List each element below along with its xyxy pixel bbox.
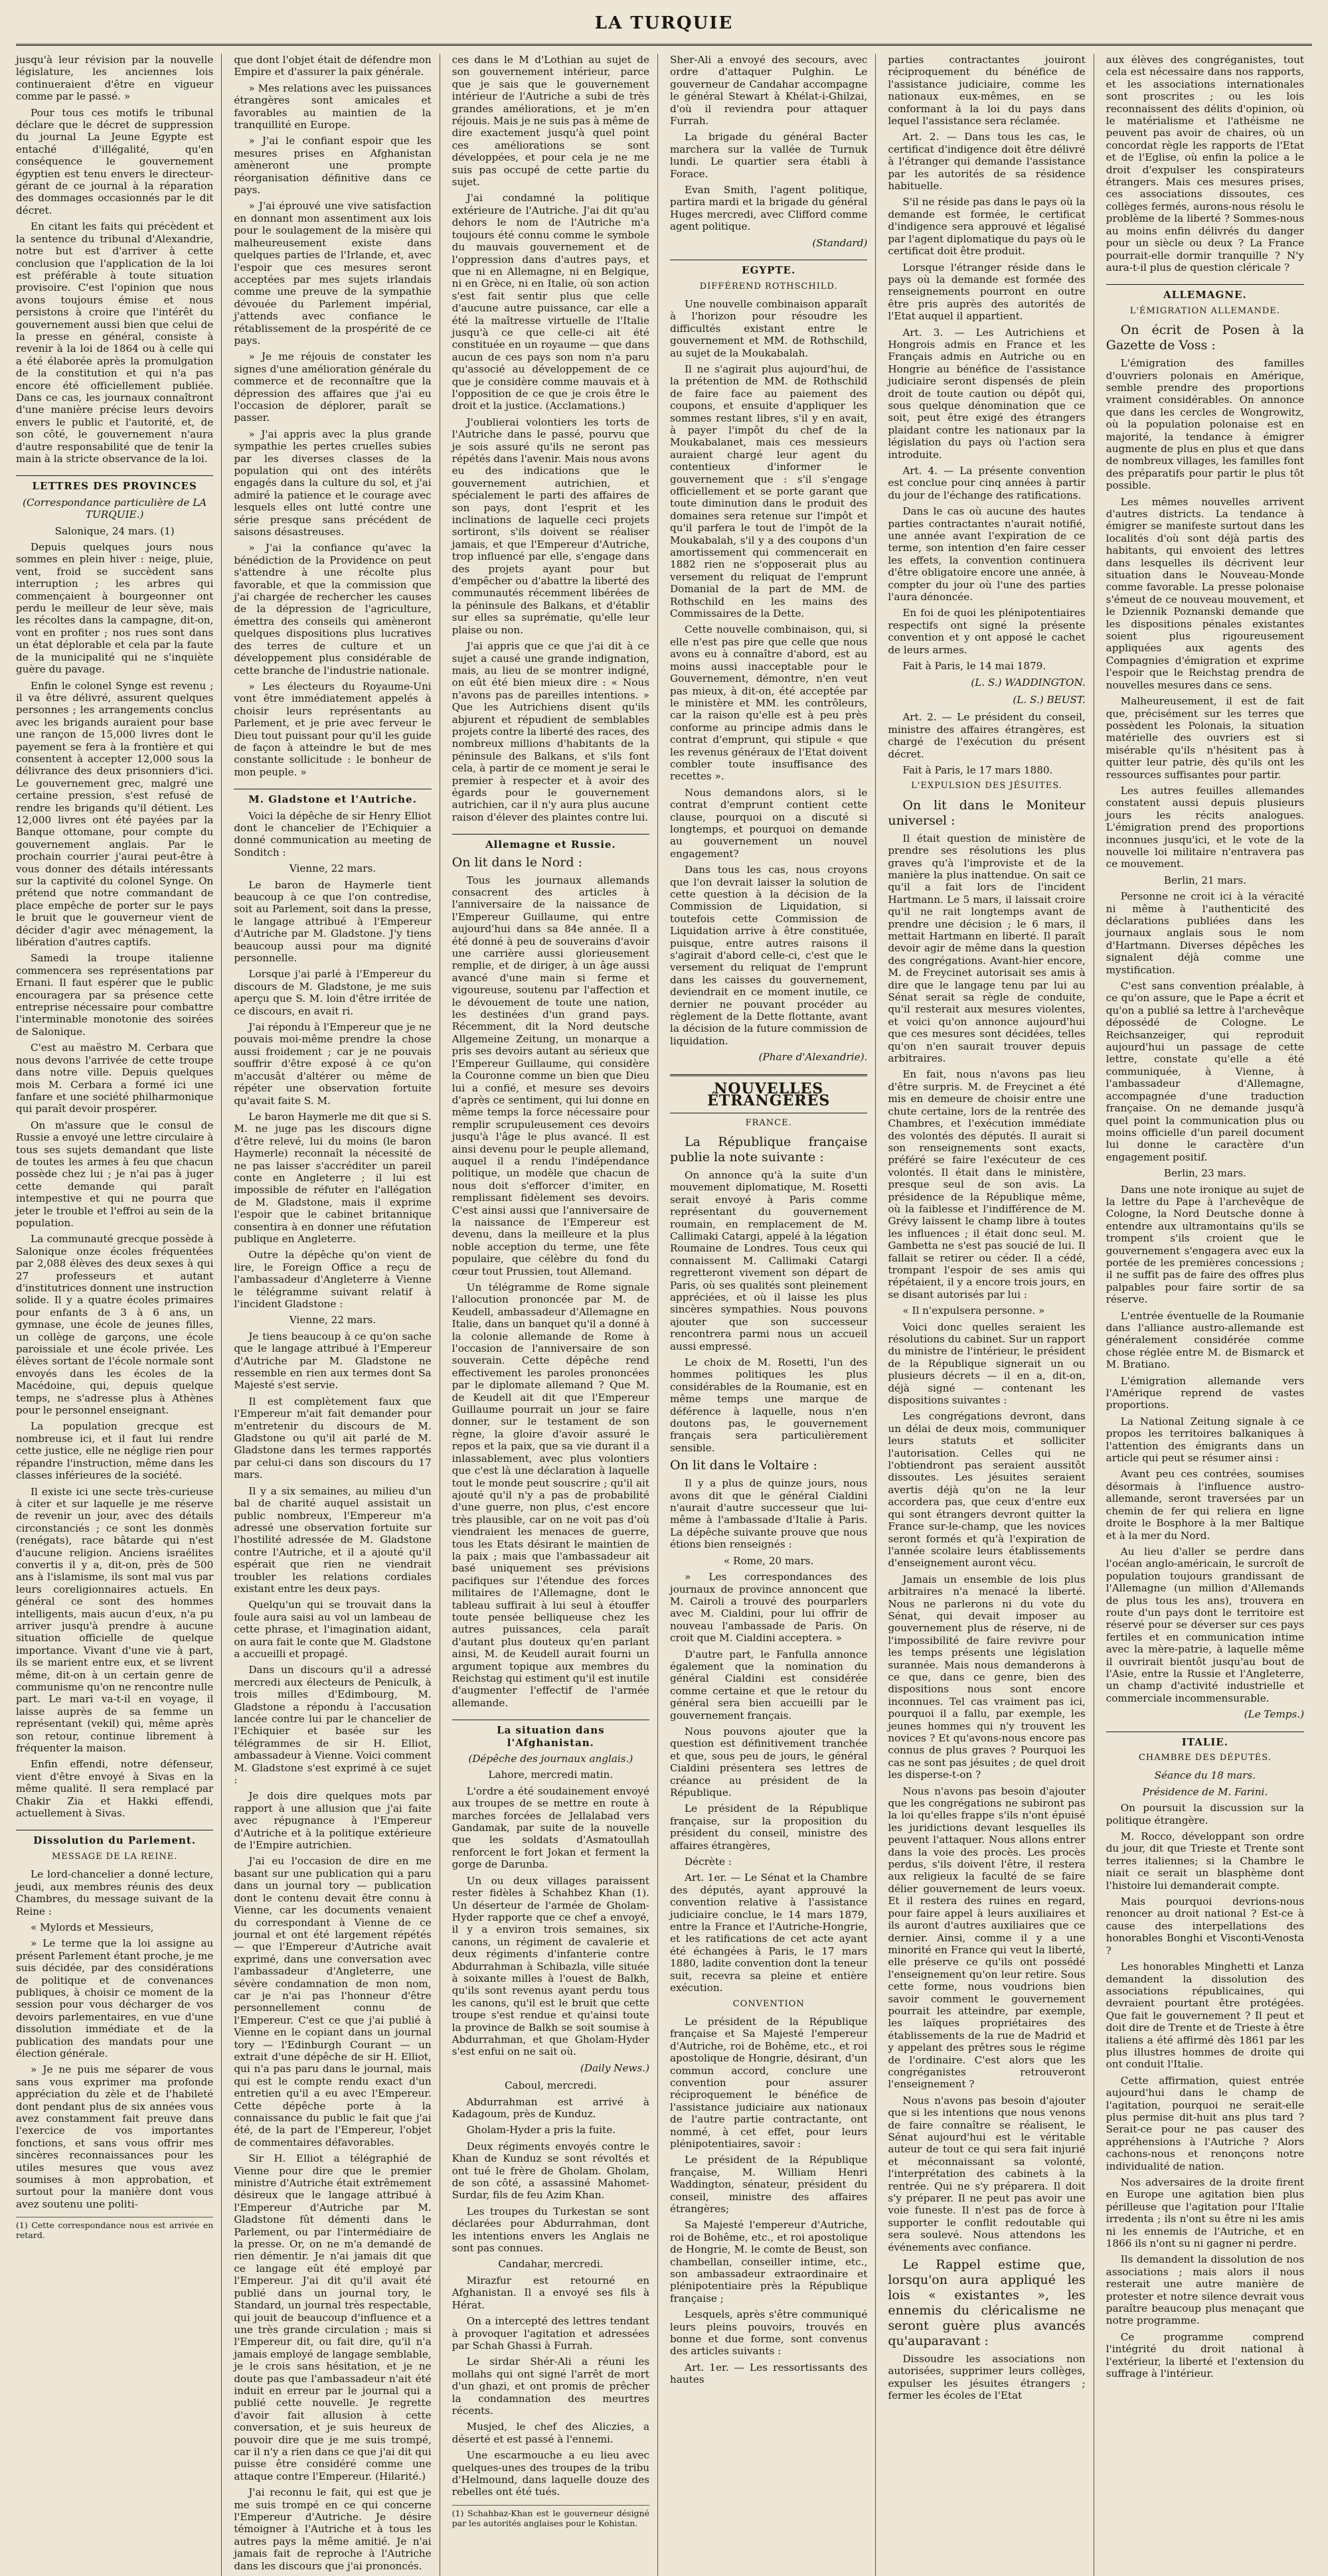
section-title-italie: ITALIE.	[1106, 1731, 1304, 1748]
paragraph: On m'assure que le consul de Russie a envoyé une lettre circulaire à tous ses sujets demandant que liste de toutes les armes à feu que chacun possède chez lui ; je n'ai pas à juger cette demande qui paraît intempestive et qui ne pourra que jeter le trouble et l'effroi au sein de la population.	[16, 1119, 214, 1229]
column-2	[234, 54, 440, 2576]
paragraph: Les congrégations devront, dans un délai de deux mois, communiquer leurs statuts et solliciter l'autorisation. Celles qui ne l'obtiendront pas seraient aussitôt dissoutes. Les jésuites seraient avertis déjà qu'on ne la leur accordera pas, que ceux d'entre eux qui sont étrangers devront quitter la France sur-le-champ, que les novices seront formés et qu'à l'expiration de l'année scolaire leurs établissements d'enseignement auront vécu.	[888, 1410, 1086, 1570]
paragraph: Enfin effendi, notre défenseur, vient d'être envoyé à Sivas en la même qualité. Il sera remplacé par Chakir Zia et Hakki effendi, actuellement à Sivas.	[16, 1758, 214, 1820]
footnote: (1) Cette correspondance nous est arrivée en retard.	[16, 2217, 213, 2240]
paragraph: Cette affirmation, quiest entrée aujourd'hui dans le champ de l'agitation, pourquoi ne serait-elle plus permise dit-huit ans plus tard ? Serait-ce pour ne pas causer des appréhensions à l'Autriche ? Alors cachons-nous et renonçons notre individualité de nation.	[1106, 2074, 1304, 2172]
paragraph: » Je ne puis me séparer de vous sans vous exprimer ma profonde appréciation du zèle et de l'habileté dont pendant plus de six années vous avez constamment fait preuve dans l'exercice de vos importantes fonctions, et sans vous offrir mes sincères reconnaissances pour les utiles mesures que vous avez soumises à mon approbation, et surtout pour la manière dont vous avez soutenu une politi-	[16, 2063, 214, 2210]
byline: Séance du 18 mars.	[1154, 1769, 1256, 1782]
paragraph: Lesquels, après s'être communiqué leurs pleins pouvoirs, trouvés en bonne et due forme, sont convenus des articles suivants :	[670, 2308, 868, 2358]
paragraph: En citant les faits qui précèdent et la sentence du tribunal d'Alexandrie, notre but est d'arriver à cette conclusion que l'application de la loi est préférable à toute situation provisoire. C'est l'opinion que nous avons toujours émise et nous persistons à croire que l'intérêt du gouvernement aussi bien que celui de la presse en général, consiste à revenir à la loi de 1864 ou à celle qui a été élaborée après la promulgation de la constitution et qui n'a pas encore été officiellement publiée. Dans ce cas, les journaux connaîtront d'une manière précise leurs devoirs envers le public et l'autorité, et, de son côté, le gouvernement n'aura d'autre responsabilité que de tenir la main à la stricte observance de la loi.	[16, 220, 214, 465]
paragraph: Dans une note ironique au sujet de la lettre du Pape à l'archevêque de Cologne, la Nord Deutsche donne à entendre aux ultramontains qu'ils se trompent s'ils croient que le gouvernement s'engagera avec eux la portée de les premières concessions ; il ne suffit pas de faire des offres plus palpables pour faire sortir de sa réserve.	[1106, 1183, 1304, 1306]
section-title-allemagne-russie: Allemagne et Russie.	[452, 834, 649, 850]
paragraph: Il est complètement faux que l'Empereur m'ait fait demander pour m'entretenir du discours de M. Gladstone ou qu'il ait parlé de M. Gladstone dans les termes rapportés par celui-ci dans son discours du 17 mars.	[234, 1395, 432, 1481]
section-title-dissolution: Dissolution du Parlement.	[16, 1830, 213, 1846]
paragraph: Une escarmouche a eu lieu avec quelques-unes des troupes de la tribu d'Helmound, dans laquelle douze des rebelles ont été tués.	[452, 2449, 649, 2498]
dateline: Berlin, 23 mars.	[1163, 1167, 1246, 1180]
subsection-title: DIFFÉREND ROTHSCHILD.	[699, 281, 838, 291]
section-title-egypte: EGYPTE.	[670, 260, 867, 276]
paragraph: Gholam-Hyder a pris la fuite.	[466, 2124, 616, 2136]
paragraph: « Mylords et Messieurs,	[31, 1921, 154, 1933]
signature: (L. S.) BEUST.	[1013, 693, 1086, 706]
paragraph: Sir H. Elliot a télégraphié de Vienne pour dire que le premier ministre d'Autriche était extrêmement désireux que le langage attribué à l'Empereur d'Autriche par M. Gladstone fût démenti dans le Parlement, ou par l'intermédiaire de la presse. Or, on ne m'a demandé de rien démentir. Je n'ai jamais dit que ce langage eût été employé par l'Empereur. J'ai dit qu'il avait été publié dans un journal tory, le Standard, un journal très respectable, qui jouit de beaucoup d'influence et a une très grande circulation ; mais si l'Empereur dit, ou fait dire, qu'il n'a jamais employé de langage semblable, je le crois sans hésitation, et je ne doute pas que l'ambassadeur n'ait été induit en erreur par le journal qui a publié cette nouvelle. Je regrette d'avoir fait allusion à cette conversation, et je suis heureux de pouvoir dire que je me suis trompé, car il n'y a rien dans ce que j'ai dit qui puisse être considéré comme une attaque contre l'Empereur. (Hilarité.)	[234, 2152, 432, 2482]
lead-line: Le Rappel estime que, lorsqu'on aura appliqué les lois « existantes », les ennemis du cléricalisme ne seront guère plus avancés qu'auparavant :	[888, 2257, 1086, 2349]
subsection-title: MESSAGE DE LA REINE.	[51, 1851, 178, 1862]
footnote: (1) Schahbaz-Khan est le gouverneur désigné par les autorités anglaises pour le Kohistan.	[452, 2505, 649, 2528]
source-attribution: (Standard)	[812, 236, 868, 249]
paragraph: Evan Smith, l'agent politique, partira mardi et la brigade du général Huges mercredi, avec Clifford comme agent politique.	[670, 184, 868, 233]
section-title-afghanistan: La situation dans l'Afghanistan.	[452, 1720, 649, 1749]
paragraph: La population grecque est nombreuse ici, et il faut lui rendre cette justice, elle ne néglige rien pour répandre l'instruction, même dans les classes inférieures de la société.	[16, 1420, 214, 1482]
paragraph: » Les électeurs du Royaume-Uni vont être immédiatement appelés à choisir leurs représentants au Parlement, et je prie avec ferveur le Dieu tout puissant pour qu'il les guide de façon à atteindre le but de mes constante sollicitude : le bonheur de mon peuple. »	[234, 680, 432, 778]
paragraph: Art. 1er. — Les ressortissants des hautes	[670, 2361, 868, 2386]
paragraph: Art. 4. — La présente convention est conclue pour cinq années à partir du jour de l'échange des ratifications.	[888, 465, 1086, 501]
paragraph: J'ai appris que ce que j'ai dit à ce sujet a causé une grande indignation, mais, au lieu de se montrer indigné, on eût été bien mieux dire : « Nous n'avons pas de pareilles intentions. » Que les Autrichiens disent qu'ils abjurent et répudient de semblables projets contre la liberté des races, des nombreux millions d'habitants de la péninsule des Balkans, et s'ils font cela, à partir de ce moment je serai le premier à respecter et à avoir des égards pour le gouvernement autrichien, car il n'y aura plus aucune raison d'élever des plaintes contre lui.	[452, 640, 649, 823]
paragraph: Décrète :	[685, 1856, 732, 1868]
paragraph: aux élèves des congréganistes, tout cela est nécessaire dans nos rapports, et les associations internationales sont proscrites ; ou les lois reconnaissent des délits d'opinion, où le matérialisme et l'athéisme ne peuvent pas avoir de chaires, où un concordat règle les rapports de l'Etat et de l'Eglise, où enfin la police a le droit d'expulser les conspirateurs étrangers. Mais ces mesures prises, ces associations dissoutes, ces collèges fermés, aurons-nous résolu le problème de la liberté ? Sommes-nous au moins enfin délivrés du danger pour un siècle ou deux ? La France pourrait-elle dormir tranquille ? N'y aura-t-il plus de question cléricale ?	[1106, 54, 1304, 274]
paragraph: Le baron Haymerle me dit que si S. M. ne juge pas les discours digne d'être relevé, lui du moins (le baron Haymerle) reconnaît la nécessité de ne pas laisser s'accréditer un pareil conte en Angleterre ; il lui est impossible de réfuter en l'allégation de M. Gladstone, mais il exprime l'espoir que le cabinet britannique consentira à en donner une réfutation publique en Angleterre.	[234, 1110, 432, 1245]
column-1	[16, 54, 222, 2576]
paragraph: » Mes relations avec les puissances étrangères sont amicales et favorables au maintien de la tranquillité en Europe.	[234, 82, 432, 131]
paragraph: J'ai condamné la politique extérieure de l'Autriche. J'ai dit qu'au dehors le nom de l'Autriche m'a toujours été connu comme le symbole du mauvais gouvernement et de l'oppression dans d'autres pays, et que ni en Allemagne, ni en Belgique, ni en Grèce, ni en Italie, où son action s'est fait sentir plus que celle d'aucune autre puissance, car elle a été la maîtresse virtuelle de l'Italie jusqu'à ce que celle-ci ait été constituée en un royaume — que dans aucun de ces pays son nom n'a paru qu'associé au développement de ce que je considère comme mauvais et à l'opposition de ce que je crois être le droit et la justice. (Acclamations.)	[452, 192, 649, 412]
paragraph: L'ordre a été soudainement envoyé aux troupes de se mettre en route à marches forcées de Jellalabad vers Gandamak, par suite de la nouvelle que les soldats d'Asmatoullah renforcent le fort Jokan et ferment la gorge de Darunba.	[452, 1785, 649, 1871]
dateline: « Rome, 20 mars.	[724, 1554, 814, 1567]
paragraph: Dans un discours qu'il a adressé mercredi aux électeurs de Peniculk, à trois milles d'Edimbourg, M. Gladstone a répondu à l'accusation lancée contre lui par le chancelier de l'Echiquier et basée sur les télégrammes de sir H. Elliot, ambassadeur à Vienne. Voici comment M. Gladstone s'est exprimé à ce sujet :	[234, 1664, 432, 1787]
paragraph: La National Zeitung signale à ce propos les territoires balkaniques à l'attention des émigrants dans un article qui peut se résumer ainsi :	[1106, 1415, 1304, 1465]
paragraph: La brigade du général Bacter marchera sur la vallée de Turnuk lundi. Le quartier sera établi à Forace.	[670, 131, 868, 180]
paragraph: Le baron de Haymerle tient beaucoup à ce que l'on contredise, soit au Parlement, soit dans la presse, le langage attribué à l'Empereur d'Autriche par M. Gladstone. J'y tiens beaucoup aussi pour ma dignité personnelle.	[234, 878, 432, 965]
paragraph: Fait à Paris, le 17 mars 1880.	[902, 764, 1053, 776]
column-5	[888, 54, 1094, 2576]
column-6	[1106, 54, 1312, 2576]
paragraph: parties contractantes jouiront réciproquement du bénéfice de l'assistance judiciaire, comme les nationaux eux-mêmes, en se conformant à la loi du pays dans lequel l'assistance sera réclamée.	[888, 54, 1086, 127]
paragraph: Mais pourquoi devrions-nous renoncer au droit national ? Est-ce à cause des interpellations des honorables Bonghi et Visconti-Venosta ?	[1106, 1895, 1304, 1957]
paragraph: Mirazfur est retourné en Afghanistan. Il a envoyé ses fils à Hérat.	[452, 2274, 649, 2311]
paragraph: Il y a plus de quinze jours, nous avons dit que le général Cialdini n'aurait d'autre successeur que lui-même à l'ambassade d'Italie à Paris. La dépêche suivante prouve que nous étions bien renseignés :	[670, 1477, 868, 1551]
paragraph: jusqu'à leur révision par la nouvelle législature, les anciennes lois continueraient d'être en vigueur comme par le passé. »	[16, 54, 214, 103]
paragraph: Outre la dépêche qu'on vient de lire, le Foreign Office a reçu de l'ambassadeur d'Angleterre à Vienne le télégramme suivant relatif à l'incident Gladstone :	[234, 1249, 432, 1310]
paragraph: Cette nouvelle combinaison, qui, si elle n'est pas pire que celle que nous avons eu à connaître d'abord, est au moins aussi inacceptable pour le Gouvernement, démontre, n'en veut pas mieux, à dit-on, été acceptée par le ministère et MM. les contrôleurs, car la raison qu'elle est à peu près conforme au principe admis dans le contrat d'emprunt, qui stipule « que les revenus généraux de l'Etat doivent combler toute insuffisance des recettes ».	[670, 623, 868, 783]
dateline: Caboul, mercredi.	[505, 2079, 597, 2092]
paragraph: Le président de la République française, M. William Henri Waddington, sénateur, président du conseil, ministre des affaires étrangères;	[670, 2154, 868, 2215]
paragraph: Les troupes du Turkestan se sont déclarées pour Abdurrahman, dont les intentions envers les Anglais ne sont pas connues.	[452, 2205, 649, 2255]
paragraph: En fait, nous n'avons pas lieu d'être surpris. M. de Freycinet a été mis en demeure de choisir entre une chute certaine, lors de la rentrée des Chambres, et l'exécution immédiate des volontés des députés. Il aurait si son renseignements sont exacts, préféré se faire l'exécuteur de ces volontés. Il était dans le ministère, presque seul de son avis. La présidence de la République même, où la faiblesse et l'indifférence de M. Grévy laissent le champ libre à toutes les influences ; il était donc seul. M. Gambetta ne s'est pas soucié de lui. Il fallait se retirer ou céder. Il a cédé, trompant l'espoir de ses amis qui répétaient, il y a encore trois jours, en se disant autorisés par lui :	[888, 1068, 1086, 1301]
source-attribution: (Daily News.)	[580, 2061, 649, 2074]
paragraph: J'ai répondu à l'Empereur que je ne pouvais moi-même prendre la chose aussi froidement ; car je ne pouvais souffrir d'être exposé à ce qu'on m'accusât d'altérer ou même de répéter une observation fortuite qu'avait faite S. M.	[234, 1021, 432, 1107]
paragraph: On annonce qu'à la suite d'un mouvement diplomatique, M. Rosetti serait envoyé à Paris comme représentant du gouvernement roumain, en remplacement de M. Callimaki Catargi, appelé à la légation Roumaine de Londres. Tous ceux qui connaissent M. Callimaki Catargi regretteront vivement son départ de Paris, où ses qualités sont pleinement appréciées, et où il laisse les plus sincères sympathies. Nous pouvons ajouter que son successeur rencontrera parmi nous un accueil aussi empressé.	[670, 1168, 868, 1352]
paragraph: Fait à Paris, le 14 mai 1879.	[902, 660, 1046, 673]
dateline: Vienne, 22 mars.	[289, 1314, 376, 1327]
paragraph: L'émigration allemande vers l'Amérique reprend de vastes proportions.	[1106, 1374, 1304, 1411]
paragraph: Je dois dire quelques mots par rapport à une allusion que j'ai faite avec répugnance à l'Empereur d'Autriche et à la politique extérieure de l'Empire autrichien.	[234, 1790, 432, 1852]
section-title-gladstone: M. Gladstone et l'Autriche.	[234, 789, 431, 805]
column-3	[452, 54, 658, 2576]
paragraph: Je tiens beaucoup à ce qu'on sache que le langage attribué à l'Empereur d'Autriche par M. Gladstone ne ressemble en rien aux termes dont Sa Majesté s'est servie.	[234, 1330, 432, 1392]
paragraph: Jamais un ensemble de lois plus arbitraires n'a menacé la liberté. Nous ne parlerons ni du vote du Sénat, qui devait imposer au gouvernement plus de réserve, ni de l'impossibilité de faire revivre pour les temps présents une législation surannée. Mais nous demanderons à ce que, dans ce genre, bien des dispositions nous sont encore inconnues. Tel cas vraiment pas ici, pourquoi il a fallu, par exemple, les jeunes hommes qui n'y trouvent les novices ? Et qu'avons-nous encore pas connus de plus graves ? Pourquoi les cas ne sont pas jésuites ; de quel droit les disperse-t-on ?	[888, 1573, 1086, 1781]
lead-line: On lit dans le Nord :	[452, 854, 582, 870]
dateline: Berlin, 21 mars.	[1163, 874, 1246, 886]
subsection-title-france: FRANCE.	[745, 1117, 792, 1128]
paragraph: C'est sans convention préalable, à ce qu'on assure, que le Pape a écrit et qu'on a publié sa lettre à l'archevêque dépossédé de Cologne. Le Reichsanzeiger, qui reproduit aujourd'hui un passage de cette lettre, constate qu'elle a été communiquée, à Vienne, à l'ambassadeur d'Allemagne, accompagnée d'une traduction française. On ne demande jusqu'à quel point la communication plus ou moins officielle d'un pareil document lui donne le caractère d'un engagement positif.	[1106, 980, 1304, 1163]
paragraph: Deux régiments envoyés contre le Khan de Kunduz se sont révoltés et ont tué le frère de Gholam. Gholam, de son côté, a assassiné Mahomet-Surdar, fils de feu Azim Khan.	[452, 2140, 649, 2202]
paragraph: Samedi la troupe italienne commencera ses représentations par Ernani. Il faut espérer que le public encouragera par sa présence cette entreprise nécessaire pour combattre l'interminable monotonie des soirées de Salonique.	[16, 952, 214, 1038]
paragraph: » Les correspondances des journaux de province annoncent que M. Cairoli a trouvé des pourparlers avec M. Cialdini, pour lui offrir de nouveau l'ambassade de Paris. On croit que M. Cialdini acceptera. »	[670, 1571, 868, 1645]
paragraph: Dans le cas où aucune des hautes parties contractantes n'aurait notifié, une année avant l'expiration de ce terme, son intention d'en faire cesser les effets, la convention continuera d'être obligatoire encore une année, à compter du jour où l'une des parties l'aura dénoncée.	[888, 505, 1086, 604]
paragraph: Ce programme comprend l'intégrité du droit national à l'extérieur, la liberté et l'extension du suffrage à l'intérieur.	[1106, 2330, 1304, 2380]
section-title-lettres-provinces: LETTRES DES PROVINCES	[16, 475, 213, 492]
paragraph: Le président de la République française et Sa Majesté l'empereur d'Autriche, roi de Bohême, etc., et roi apostolique de Hongrie, désirant, d'un commun accord, conclure une convention pour assurer réciproquement le bénéfice de l'assistance judiciaire aux nationaux de l'autre partie contractante, ont nommé, à cet effet, pour leurs plénipotentiaires, savoir :	[670, 2015, 868, 2150]
paragraph: J'oublierai volontiers les torts de l'Autriche dans le passé, pourvu que je sois assuré qu'ils ne seront pas répétés dans l'avenir. Mais nous avons eu des indications que le gouvernement autrichien, et spécialement le parti des affaires de son pays, dont l'esprit et les inclinations de laquelle ceci projets sortiront, s'ils doivent se réaliser jamais, et que l'Empereur d'Autriche, trop influencé par elle, s'engage dans des projets ayant pour but d'empêcher ou d'abattre la liberté des communautés récemment libérées de la péninsule des Balkans, et d'établir sur elles sa suprématie, qu'elle leur plaise ou non.	[452, 416, 649, 636]
paragraph: Abdurrahman est arrivé à Kadagoum, près de Kunduz.	[452, 2095, 649, 2120]
paragraph: Musjed, le chef des Aliczies, a déserté et est passé à l'ennemi.	[452, 2421, 649, 2445]
dateline: Vienne, 22 mars.	[289, 862, 376, 875]
paragraph: ces dans le M d'Lothian au sujet de son gouvernement intérieur, parce que je sais que le gouvernement intérieur de l'Autriche a subi de très grandes améliorations, et je m'en réjouis. Mais je ne suis pas à même de dire exactement jusqu'à quel point ces améliorations se sont développées, et pour cela je ne me suis pas occupé de cette partie du sujet.	[452, 54, 649, 189]
paragraph: « Il n'expulsera personne. »	[902, 1305, 1045, 1317]
subsection-title-jesuites: L'EXPULSION DES JÉSUITES.	[911, 781, 1062, 791]
paragraph: Personne ne croit ici à la véracité ni même à l'authenticité des déclarations publiées dans les journaux anglais sous le nom d'Hartmann. Diverses dépêches les signalent déjà comme une mystification.	[1106, 890, 1304, 976]
byline: Présidence de M. Farini.	[1142, 1785, 1268, 1798]
lead-line: On lit dans le Voltaire :	[670, 1458, 817, 1473]
paragraph: Voici la dépêche de sir Henry Elliot dont le chancelier de l'Echiquier a donné communication au meeting de Sonditch :	[234, 809, 432, 858]
paragraph: que dont l'objet était de défendre mon Empire et d'assurer la paix générale.	[234, 54, 432, 78]
paragraph: Il y a six semaines, au milieu d'un bal de charité auquel assistait un public nombreux, l'Empereur m'a adressé une observation fortuite sur l'hostilité adressée de M. Gladstone contre l'Autriche, et il a ajouté qu'il espérait que rien ne viendrait troubler les relations cordiales existant entre les deux pays.	[234, 1485, 432, 1595]
dateline: Lahore, mercredi matin.	[488, 1769, 614, 1781]
paragraph: Ils demandent la dissolution de nos associations ; mais alors il nous resterait une autre manière de protester et notre silence devrait vous paraître beaucoup plus menaçant que notre programme.	[1106, 2253, 1304, 2327]
signature: (L. S.) WADDINGTON.	[971, 676, 1086, 688]
paragraph: » Je me réjouis de constater les signes d'une amélioration générale du commerce et de reconnaître que la dépression des affaires que j'ai eu l'occasion de déplorer, paraît se passer.	[234, 351, 432, 424]
paragraph: On poursuit la discussion sur la politique étrangère.	[1106, 1802, 1304, 1826]
paragraph: Art. 2. — Le président du conseil, ministre des affaires étrangères, est chargé de l'exécution du présent décret.	[888, 711, 1086, 760]
paragraph: C'est au maëstro M. Cerbara que nous devons l'arrivée de cette troupe dans notre ville. Depuis quelques mois M. Cerbara a formé ici une fanfare et une société philharmonique qui paraît devoir prospérer.	[16, 1042, 214, 1115]
paragraph: Lorsque l'étranger réside dans le pays où la demande est formée des renseignements pourront en outre être pris auprès des autorités de l'Etat auquel il appartient.	[888, 261, 1086, 323]
newspaper-title: LA TURQUIE	[594, 13, 734, 33]
paragraph: Il ne s'agirait plus aujourd'hui, de la prétention de MM. de Rothschild de faire face au paiement des coupons, et ensuite d'appliquer les sommes restant libres, s'il y en avait, à payer l'impôt du chef de la Moukabalanet, mais ces messieurs auraient chargé leur agent du contentieux d'informer le gouvernement que : s'il s'engage officiellement et se porte garant que toute diminution dans le produit des domaines sera retenue sur l'impôt et qu'il parfera le tout de l'impôt de la Moukabalah, s'il y a des coupons d'un amortissement qui commencerait en 1882 rien ne s'opposerait plus au versement du reliquat de l'emprunt Domanial de la part de MM. de Rothschild en les mains des Commissaires de la Dette.	[670, 362, 868, 620]
paragraph: Les autres feuilles allemandes constatent aussi depuis plusieurs jours les récits analogues. L'émigration prend des proportions inconnues jusqu'ici, et le vote de la nouvelle loi militaire n'entravera pas ce mouvement.	[1106, 784, 1304, 870]
paragraph: Art. 1er. — Le Sénat et la Chambre des députés, ayant approuvé la convention relative à l'assistance judiciaire conclue, le 14 mars 1879, entre la France et l'Autriche-Hongrie, et les ratifications de cet acte ayant été échangées à Paris, le 17 mars 1880, ladite convention dont la teneur suit, recevra sa pleine et entière exécution.	[670, 1872, 868, 1994]
paragraph: Le lord-chancelier a donné lecture, jeudi, aux membres réunis des deux Chambres, du message suivant de la Reine :	[16, 1868, 214, 1917]
paragraph: Lorsque j'ai parlé à l'Empereur du discours de M. Gladstone, je me suis aperçu que S. M. loin d'être irritée de ce discours, en avait ri.	[234, 968, 432, 1017]
paragraph: Nous n'avons pas besoin d'ajouter que si les intentions que nous venons de faire connaître se réalisent, le Sénat aujourd'hui est le véritable auteur de tout ce qui sera fait injurié et méconnaissant sa volonté, l'interprétation des cabinets à la rentrée. Qui ne s'y préparera. Il doit s'y préparer. Il ne peut pas avoir une voie funeste. Il n'est pas de force à supporter le conflit redoutable qui sera soulevé. Nous attendons les événements avec confiance.	[888, 2094, 1086, 2253]
paragraph: Art. 2. — Dans tous les cas, le certificat d'indigence doit être délivré à l'étranger qui demande l'assistance par les autorités de sa résidence habituelle.	[888, 131, 1086, 193]
paragraph: L'émigration des familles d'ouvriers polonais en Amérique, semble prendre des proportions vraiment considérables. On annonce que dans les cercles de Wongrowitz, où la population polonaise est en majorité, la tendance à émigrer augmente de plus en plus et que dans de nombreux villages, les familles font des préparatifs pour partir le plus tôt possible.	[1106, 357, 1304, 492]
paragraph: Il était question de ministère de prendre ses résolutions les plus graves qu'à l'improviste et de la manière la plus inattendue. On sait ce qu'il a fait lors de l'incident Hartmann. Le 5 mars, il laissait croire qu'il ne rait longtemps avant de prendre une décision ; le 6 mars, il mettait Hartmann en liberté. Il paraît devoir agir de même dans la question des congrégations. Avant-hier encore, M. de Freycinet autorisait ses amis à dire que le langage tenu par lui au Sénat serait sa règle de conduite, qu'il resterait aux mesures violentes, et voici qu'on annonce aujourd'hui que ces mesures sont décidées, telles qu'on n'en saurait trouver depuis arbitraires.	[888, 832, 1086, 1065]
paragraph: L'entrée éventuelle de la Roumanie dans l'alliance austro-allemande est généralement considérée comme chose réglée entre M. de Bismarck et M. Bratiano.	[1106, 1309, 1304, 1371]
paragraph: » J'ai éprouvé une vive satisfaction en donnant mon assentiment aux lois pour le soulagement de la misère qui malheureusement existe dans quelques parties de l'Irlande, et, avec l'espoir que ces mesures seront acceptées par mes sujets irlandais comme une preuve de la sympathie dévouée du Parlement impérial, j'attends avec confiance le rétablissement de la prospérité de ce pays.	[234, 200, 432, 347]
paragraph: Sher-Ali a envoyé des secours, avec ordre d'attaquer Pulghin. Le gouverneur de Candahar accompagne le général Stewart à Khélat-i-Ghilzai, d'où il reviendra pour attaquer Furrah.	[670, 54, 868, 127]
paragraph: On a intercepté des lettres tendant à provoquer l'agitation et adressées par Schah Ghassi à Furrah.	[452, 2315, 649, 2352]
paragraph: Voici donc quelles seraient les résolutions du cabinet. Sur un rapport du ministre de l'intérieur, le président de la République signerait un ou plusieurs décrets — il en a, dit-on, déjà signé — contenant les dispositions suivantes :	[888, 1321, 1086, 1407]
lead-line: On lit dans le Moniteur universel :	[888, 797, 1086, 828]
byline: (Dépêche des journaux anglais.)	[468, 1753, 633, 1765]
paragraph: » Le terme que la loi assigne au présent Parlement étant proche, je me suis décidée, par des considérations de politique et de convenances publiques, à choisir ce moment de la session pour vous décharger de vos devoirs parlementaires, en vue d'une dissolution immédiate et de la publication des mandats pour une élection générale.	[16, 1937, 214, 2059]
paragraph: D'autre part, le Fanfulla annonce également que la nomination du général Cialdini est considérée comme certaine et que le retour du général sera bien accueilli par le gouvernement français.	[670, 1648, 868, 1722]
paragraph: Nous n'avons pas besoin d'ajouter que les congrégations ne subiront pas la loi qu'elles frappe s'ils n'ont épuisé les juridictions devant lesquelles ils peuvent l'attaquer. Nous allons entrer dans la voie des procès. Les procès perdus, s'ils doivent l'être, il restera aux religieux la faculté de se faire délier gouvernement de leurs voeux. Et il restera des ruines en regard, pour faire appel à leurs auxiliaires et ils auront d'autres auxiliaires que ce dernier. Ainsi, comme il y a une minorité en France qui veut la liberté, elle préserve ce qu'ils ont possédé l'enseignement qu'on leur retire. Sous cette forme, nous voudrions bien savoir comment le gouvernement pourrait les atteindre, par exemple, les laïques propriétaires des établissements de la rue de Madrid et y appelant des prêtres sous le régime de l'ordinaire. C'est alors que les congréganistes retrouveront l'enseignement ?	[888, 1785, 1086, 2091]
paragraph: J'ai reconnu le fait, qui est que je me suis trompé en ce qui concerne l'Empereur d'Autriche. Je désire témoigner à l'Autriche et à tous les autres pays la même amitié. Je n'ai jamais fait de reproche à l'Autriche dans les discours que j'ai prononcés.	[234, 2486, 432, 2572]
paragraph: Nos adversaires de la droite firent en Europe une agitation bien plus périlleuse que l'agitation pour l'Italie irredenta ; ils n'ont su être ni les amis ni les ennemis de l'Autriche, et en 1866 ils n'ont su ni gagner ni perdre.	[1106, 2176, 1304, 2250]
source-attribution: (Le Temps.)	[1244, 1708, 1304, 1721]
paragraph: » J'ai la confiance qu'avec la bénédiction de la Providence on peut s'attendre à une récolte plus favorable, et que la commission que j'ai chargée de rechercher les causes de la dépression de l'agriculture, émettra des conseils qui amèneront quelques dispositions plus lucratives des terres de culture et un développement plus considérable de cette branche de l'industrie nationale.	[234, 542, 432, 677]
lead-line: La République française publie la note suivante :	[670, 1134, 868, 1165]
subsection-title: CHAMBRE DES DÉPUTÉS.	[1138, 1753, 1272, 1763]
paragraph: Dans tous les cas, nous croyons que l'on devrait laisser la solution de cette question à la décision de la Commission de Liquidation, si toutefois cette Commission de Liquidation arrive à être constituée, puisque, entre autres raisons il s'agirait d'abord celle-ci, c'est que le versement du reliquat de l'emprunt dans les caisses du gouvernement, deviendrait en ce moment inutile, ce dernier ne pouvant procéder au règlement de la Dette flottante, avant la décision de la future commission de liquidation.	[670, 864, 868, 1047]
paragraph: » J'ai le confiant espoir que les mesures prises en Afghanistan amèneront une prompte réorganisation définitive dans ce pays.	[234, 135, 432, 197]
paragraph: Pour tous ces motifs le tribunal déclare que le décret de suppression du journal La Jeune Egypte est entaché d'illégalité, qu'en conséquence le gouvernement égyptien est tenu envers le directeur-gérant de ce journal à la réparation des dommages occasionnés par le dit décret.	[16, 106, 214, 216]
paragraph: Les mêmes nouvelles arrivent d'autres districts. La tendance à émigrer se manifeste surtout dans les localités d'où sont déjà partis des habitants, qui envoient des lettres dans lesquelles ils décrivent leur situation dans le Nouveau-Monde comme favorable. La presse polonaise s'émeut de ce nouveau mouvement, et le Dziennik Poznanski demande que les dispositions pénales existantes soient plus rigoureusement appliquées aux agents des Compagnies d'émigration et exprime l'espoir que le Reichstag prendra de nouvelles mesures dans ce sens.	[1106, 495, 1304, 691]
paragraph: Une nouvelle combinaison apparaît à l'horizon pour résoudre les difficultés existant entre le gouvernement et MM. de Rothschild, au sujet de la Moukabalah.	[670, 297, 868, 359]
paragraph: Un télégramme de Rome signale l'allocution prononcée par M. de Keudell, ambassadeur d'Allemagne en Italie, dans un banquet qu'il a donné à la colonie allemande de Rome à l'occasion de l'anniversaire de son souverain. Cette dépêche rend effectivement les paroles prononcées par le diplomate allemand ? Que M. de Keudell ait dit que l'Empereur Guillaume pourrait un jour se faire donner, sur le testament de son règne, la gloire d'avoir assuré le repos et la paix, que sa vie durant il a inlassablement, avec plus volontiers que c'est là une déclaration à laquelle tout le monde peut souscrire ; qu'il ait ajouté qu'il n'y a pas de probabilité d'une guerre, non plus, c'est encore très plausible, car on ne voit pas d'où viendraient les menaces de guerre, tous les Etats désirant le maintien de la paix ; mais que l'ambassadeur ait basé uniquement ses prévisions pacifiques sur l'étendue des forces militaires de l'Allemagne, dont le tableau suffirait à lui seul à étouffer toute pensée belliqueuse chez les autres puissances, cela paraît d'autant plus douteux qu'en parlant ainsi, M. de Keudell aurait fourni un argument topique aux membres du Reichstag qui estiment qu'il est inutile d'augmenter l'effectif de l'armée allemande.	[452, 1281, 649, 1709]
subsection-title: CONVENTION	[732, 1998, 805, 2009]
paragraph: En foi de quoi les plénipotentiaires respectifs ont signé la présente convention et y ont apposé le cachet de leurs armes.	[888, 607, 1086, 656]
paragraph: Un ou deux villages paraissent rester fidèles à Schahbez Khan (1). Un déserteur de l'armée de Gholam-Hyder rapporte que ce chef a envoyé, il y a environ trois semaines, six canons, un régiment de cavalerie et deux régiments d'infanterie contre Abdurrahman à Schibazla, ville située à soixante milles à l'ouest de Balkh, qu'ils sont revenus ayant perdu tous les canons, qu'il est le bruit que cette troupe s'est rendue et qu'ainsi toute la province de Balkh se soit soumise à Abdurrahman, et que Gholam-Hyder s'est enfui on ne sait où.	[452, 1874, 649, 2058]
paragraph: Art. 3. — Les Autrichiens et Hongrois admis en France et les Français admis en Autriche ou en Hongrie au bénéfice de l'assistance judiciaire seront dispensés de plein droit de toute caution ou dépôt qui, sous quelque dénomination que ce soit, peut être exigé des étrangers plaidant contre les nationaux par la législation du pays où l'action sera introduite.	[888, 326, 1086, 461]
paragraph: J'ai eu l'occasion de dire en me basant sur une publication qui a paru dans un journal tory — publication dont le contenu devait être connu à Vienne, car les documents venaient du correspondant à Vienne de ce journal et ont été largement répétés — que l'Empereur d'Autriche avait exprimé, dans une conversation avec l'ambassadeur d'Angleterre, une sévère condamnation de mon nom, car je n'ai pas l'honneur d'être personnellement connu de l'Empereur. C'est ce que j'ai publié à Vienne en le copiant dans un journal tory — l'Edinburgh Courant — un extrait d'une dépêche de sir H. Elliot, qui n'a pas paru dans le journal, mais qui est le compte rendu exact d'un entretien qu'il a eu avec l'Empereur. Cette dépêche porte à la connaissance du public le fait que j'ai été, de la part de l'Empereur, l'objet de commentaires défavorables.	[234, 1855, 432, 2148]
paragraph: Malheureusement, il est de fait que, précisément sur les terres que possèdent les Polonais, la situation matérielle des ouvriers est si misérable qu'ils n'hésitent pas à quitter leur patrie, dès qu'ils ont les ressources suffisantes pour partir.	[1106, 695, 1304, 781]
paragraph: Nous demandons alors, si le contrat d'emprunt contient cette clause, pourquoi on a discuté si longtemps, et pourquoi on demande au gouvernement un nouvel engagement?	[670, 786, 868, 860]
paragraph: Avant peu ces contrées, soumises désormais à l'influence austro-allemande, seront traversées par un chemin de fer qui reliera en ligne droite le Bosphore à la mer Baltique et à la mer du Nord.	[1106, 1468, 1304, 1542]
paragraph: Le président de la République française, sur la proposition du président du conseil, ministre des affaires étrangères,	[670, 1803, 868, 1852]
subsection-title: L'ÉMIGRATION ALLEMANDE.	[1129, 305, 1280, 316]
paragraph: Enfin le colonel Synge est revenu ; il va être délivré, assurent quelques personnes ; les arrangements conclus avec les brigands auraient pour base une rançon de 15,000 livres dont le payement se fera à la frontière et qui consentent à accepter 12,000 sous la délivrance des deux prisonniers d'ici. Le gouvernement grec, malgré une certaine pression, s'est refusé de rendre les brigands qu'il détient. Les 12,000 livres ont été payées par la Banque ottomane, pour compte du gouvernement anglais. Par le prochain courrier j'aurai peut-être à vous donner des détails intéressants sur la captivité du colonel Synge. On prétend que notre commandant de place empêche de porter sur le pays le bruit que le gouverneur vient de décider d'agir avec ménagement, la libération d'autres captifs.	[16, 679, 214, 949]
paragraph: La communauté grecque possède à Salonique onze écoles fréquentées par 2,088 élèves des deux sexes à qui 27 professeurs et autant d'institutrices donnent une instruction solide. Il y a quatre écoles primaires pour enfants de 3 à 6 ans, un gymnase, une école de jeunes filles, un collège de garçons, une école paroissiale et une école privée. Les élèves sortant de l'école normale sont envoyés dans les écoles de la Macédoine, qui, depuis quelque temps, ne s'adresse plus à Athènes pour le personnel enseignant.	[16, 1233, 214, 1417]
paragraph: Tous les journaux allemands consacrent des articles à l'anniversaire de la naissance de l'Empereur Guillaume, qui entre aujourd'hui dans sa 84e année. Il a été donné à peu de souverains d'avoir une carrière aussi glorieusement remplie, et de diriger, à un âge aussi avancé d'une main si ferme et vigoureuse, soutenu par l'affection et le dévouement de toute une nation, les destinées d'un grand pays. Récemment, dit la Nord deutsche Allgemeine Zeitung, un monarque a pris ses devoirs autant au sérieux que l'Empereur Guillaume, qui considère la Couronne comme un bien que Dieu lui a confié, et mesure ses devoirs d'après ce sentiment, qui lui donne en même temps la force nécessaire pour remplir scrupuleusement ces devoirs jusqu'à l'âge le plus avancé. Il est ainsi devenu pour le peuple allemand, auquel il a rendu l'indépendance politique, un modèle que chacun de nous doit s'efforcer d'imiter, en remplissant fidèlement ses devoirs. C'est ainsi aussi que l'anniversaire de la naissance de l'Empereur est devenu, dans la meilleure et la plus noble acception du terme, une fête populaire, que célèbre du fond du cœur tout Prussien, tout Allemand.	[452, 874, 649, 1277]
paragraph: Au lieu d'aller se perdre dans l'océan anglo-américain, le surcroît de population toujours grandissant de l'Allemagne (un million d'Allemands de plus tous les ans), trouvera en route d'un pays dont le territoire est réservé pour se déverser sur ces pays fertiles et en communication intime avec la mère-patrie, à laquelle même il ouvrirait bientôt jusqu'au bout de l'Asie, entre la Russie et l'Angleterre, un champ d'activité industrielle et commerciale incommensurable.	[1106, 1545, 1304, 1704]
paragraph: Sa Majesté l'empereur d'Autriche, roi de Bohême, etc., et roi apostolique de Hongrie, M. le comte de Beust, son chambellan, conseiller intime, etc., son ambassadeur extraordinaire et plénipotentiaire près la République française ;	[670, 2219, 868, 2304]
paragraph: S'il ne réside pas dans le pays où la demande est formée, le certificat d'indigence sera approuvé et légalisé par l'agent diplomatique du pays où le certificat doit être produit.	[888, 196, 1086, 258]
paragraph: Nous pouvons ajouter que la question est définitivement tranchée et que, sous peu de jours, le général Cialdini présentera ses lettres de créance au président de la République.	[670, 1725, 868, 1799]
paragraph: M. Rocco, développant son ordre du jour, dit que Trieste et Trente sont terres italiennes; si la Chambre le niait ce serait un blasphème dont l'histoire lui demanderait compte.	[1106, 1830, 1304, 1892]
paragraph: Les honorables Minghetti et Lanza demandent la dissolution des associations républicaines, qui devraient pourtant être protégées. Que fait le gouvernement ? Il peut et doit dire de Trente et de Trieste à être italiens a été affirmé dès 1861 par les plus illustres hommes de droite qui ont conduit l'Italie.	[1106, 1961, 1304, 2071]
dateline: Candahar, mercredi.	[498, 2258, 604, 2271]
paragraph: Dissoudre les associations non autorisées, supprimer leurs collèges, expulser les jésuites étrangers ; fermer les écoles de l'Etat	[888, 2353, 1086, 2402]
paragraph: Le choix de M. Rosetti, l'un des hommes politiques les plus considérables de la Roumanie, est en même temps une marque de déférence à laquelle, nous n'en doutons pas, le gouvernement français sera particulièrement sensible.	[670, 1356, 868, 1454]
column-4	[670, 54, 876, 2576]
dateline: Salonique, 24 mars. (1)	[54, 524, 175, 537]
paragraph: Le sirdar Shér-Ali a réuni les mollahs qui ont signé l'arrêt de mort d'un ghazi, et ont promis de prêcher la condamnation des meurtres récents.	[452, 2356, 649, 2417]
paragraph: Depuis quelques jours nous sommes en plein hiver : neige, pluie, vent, froid se succèdent sans interruption ; les arbres qui commençaient à bourgeonner ont perdu le meilleur de leur sève, mais les récoltes dans la campagne, dit-on, vont en profiter ; nos rues sont dans un état déplorable et cela par la faute de la municipalité qui ne s'inquiète guère du pavage.	[16, 541, 214, 676]
source-attribution: (Phare d'Alexandrie).	[758, 1051, 868, 1064]
paragraph: Il existe ici une secte très-curieuse à citer et sur laquelle je me réserve de revenir un jour, avec des détails circonstanciés ; ce sont les donmès (renégats), race bâtarde qui n'est d'aucune religion. Anciens israélites convertis il y a, dit-on, près de 500 ans à l'islamisme, ils sont mal vus par leurs coreligionnaires actuels. En général ce sont des hommes intelligents, mais aucun d'eux, n'a pu arriver jusqu'à prendre à aucune situation officielle de quelque importance. Vivant d'une vie à part, ils se marient entre eux, et se livrent même, dit-on à un certain genre de communisme qu'on ne rencontre nulle part. Le mari va-t-il en voyage, il laisse auprès de sa femme un représentant (vekil) qui, même après son retour, continue librement à fréquenter la maison.	[16, 1485, 214, 1755]
paragraph: Quelqu'un qui se trouvait dans la foule aura saisi au vol un lambeau de cette phrase, et l'imagination aidant, on aura fait le conte que M. Gladstone a accueilli et propagé.	[234, 1599, 432, 1660]
paragraph: » J'ai appris avec la plus grande sympathie les pertes cruelles subies par les diverses classes de la population qui ont des intérêts engagés dans la culture du sol, et j'ai admiré la patience et le courage avec lesquels elles ont lutté contre une série presque sans précédent de saisons désastreuses.	[234, 428, 432, 538]
section-title-nouvelles-etrangeres: NOUVELLES ÉTRANGÈRES	[670, 1074, 867, 1113]
byline: (Correspondance particulière de LA TURQUIE.)	[23, 496, 207, 521]
lead-line: On écrit de Posen à la Gazette de Voss :	[1106, 323, 1304, 353]
section-title-allemagne: ALLEMAGNE.	[1106, 284, 1304, 301]
masthead	[16, 13, 1312, 46]
columns	[16, 54, 1312, 2572]
